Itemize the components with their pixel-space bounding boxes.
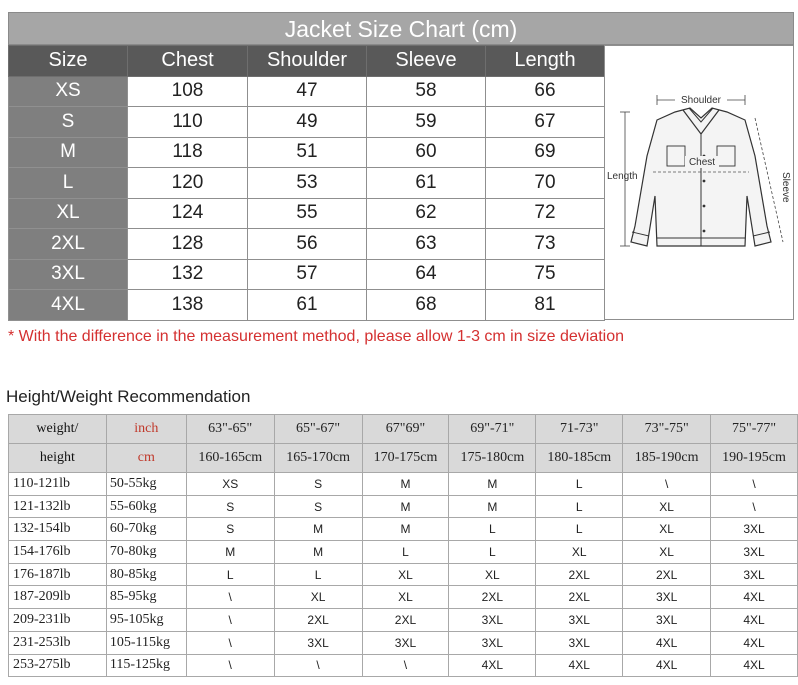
cm-range-header: 170-175cm <box>362 444 449 473</box>
recommended-size-cell: 3XL <box>623 586 711 609</box>
recommended-size-cell: M <box>274 518 362 541</box>
recommended-size-cell: 3XL <box>711 541 798 564</box>
recommended-size-cell: \ <box>362 654 449 677</box>
measurement-cell: 70 <box>486 168 605 199</box>
measurement-cell: 124 <box>128 198 248 229</box>
sleeve-label: Sleeve <box>780 172 791 203</box>
measurement-cell: 67 <box>486 107 605 138</box>
recommended-size-cell: \ <box>274 654 362 677</box>
measurement-cell: 75 <box>486 259 605 290</box>
recommended-size-cell: 3XL <box>711 563 798 586</box>
cm-range-header: 160-165cm <box>186 444 274 473</box>
weight-lb-cell: 231-253lb <box>9 631 107 654</box>
recommended-size-cell: 2XL <box>536 586 623 609</box>
recommended-size-cell: M <box>449 473 536 496</box>
weight-lb-cell: 110-121lb <box>9 473 107 496</box>
recommended-size-cell: 2XL <box>536 563 623 586</box>
weight-kg-cell: 95-105kg <box>106 609 186 632</box>
recommended-size-cell: M <box>362 473 449 496</box>
inch-range-header: 75"-77" <box>711 415 798 444</box>
recommended-size-cell: S <box>186 495 274 518</box>
size-label: 3XL <box>9 259 128 290</box>
table-row <box>9 654 798 677</box>
inch-range-header: 69"-71" <box>449 415 536 444</box>
recommended-size-cell: 4XL <box>536 654 623 677</box>
size-label: 4XL <box>9 290 128 321</box>
weight-kg-cell: 60-70kg <box>106 518 186 541</box>
recommended-size-cell: XL <box>623 495 711 518</box>
size-label: S <box>9 107 128 138</box>
recommended-size-cell: S <box>186 518 274 541</box>
table-row <box>9 107 605 138</box>
measurement-cell: 138 <box>128 290 248 321</box>
measurement-cell: 128 <box>128 229 248 260</box>
jacket-illustration-icon <box>605 46 795 321</box>
recommended-size-cell: 3XL <box>536 631 623 654</box>
cm-range-header: 190-195cm <box>711 444 798 473</box>
measurement-cell: 64 <box>367 259 486 290</box>
height-corner-label: height <box>9 444 107 473</box>
weight-corner-label: weight/ <box>9 415 107 444</box>
measurement-cell: 120 <box>128 168 248 199</box>
recommended-size-cell: XL <box>362 586 449 609</box>
measurement-cell: 53 <box>248 168 367 199</box>
length-label: Length <box>607 171 638 182</box>
recommended-size-cell: 3XL <box>274 631 362 654</box>
table-row <box>9 586 798 609</box>
cm-unit-label: cm <box>106 444 186 473</box>
recommended-size-cell: L <box>449 518 536 541</box>
recommended-size-cell: 2XL <box>449 586 536 609</box>
recommended-size-cell: XL <box>274 586 362 609</box>
measurement-cell: 60 <box>367 137 486 168</box>
recommended-size-cell: L <box>536 495 623 518</box>
table-row <box>9 168 605 199</box>
recommended-size-cell: M <box>362 518 449 541</box>
inch-range-header: 63"-65" <box>186 415 274 444</box>
recommended-size-cell: M <box>186 541 274 564</box>
weight-kg-cell: 80-85kg <box>106 563 186 586</box>
size-label: XS <box>9 76 128 107</box>
table-row <box>9 518 798 541</box>
recommended-size-cell: \ <box>186 609 274 632</box>
measurement-cell: 47 <box>248 76 367 107</box>
table-row <box>9 473 798 496</box>
recommended-size-cell: \ <box>186 631 274 654</box>
recommended-size-cell: 4XL <box>623 631 711 654</box>
weight-kg-cell: 50-55kg <box>106 473 186 496</box>
measurement-cell: 56 <box>248 229 367 260</box>
recommended-size-cell: L <box>536 518 623 541</box>
measurement-cell: 61 <box>248 290 367 321</box>
inch-range-header: 65"-67" <box>274 415 362 444</box>
recommended-size-cell: \ <box>623 473 711 496</box>
measurement-cell: 108 <box>128 76 248 107</box>
measurement-cell: 55 <box>248 198 367 229</box>
recommended-size-cell: L <box>449 541 536 564</box>
size-chart-title: Jacket Size Chart (cm) <box>8 12 794 45</box>
recommended-size-cell: 3XL <box>362 631 449 654</box>
column-header: Chest <box>128 46 248 77</box>
recommended-size-cell: XS <box>186 473 274 496</box>
inch-range-header: 73"-75" <box>623 415 711 444</box>
shoulder-label: Shoulder <box>680 95 722 106</box>
table-row <box>9 290 605 321</box>
recommended-size-cell: 4XL <box>711 631 798 654</box>
column-header: Shoulder <box>248 46 367 77</box>
measurement-cell: 59 <box>367 107 486 138</box>
recommended-size-cell: S <box>274 495 362 518</box>
recommended-size-cell: \ <box>186 586 274 609</box>
measurement-cell: 73 <box>486 229 605 260</box>
measurement-cell: 49 <box>248 107 367 138</box>
recommended-size-cell: 3XL <box>449 609 536 632</box>
chest-label: Chest <box>688 157 716 168</box>
jacket-measurement-diagram <box>604 45 794 320</box>
recommended-size-cell: \ <box>711 495 798 518</box>
size-label: L <box>9 168 128 199</box>
recommended-size-cell: L <box>362 541 449 564</box>
recommended-size-cell: XL <box>623 518 711 541</box>
measurement-cell: 58 <box>367 76 486 107</box>
measurement-cell: 69 <box>486 137 605 168</box>
inch-unit-label: inch <box>106 415 186 444</box>
recommended-size-cell: 4XL <box>711 654 798 677</box>
recommended-size-cell: XL <box>623 541 711 564</box>
recommended-size-cell: 2XL <box>362 609 449 632</box>
recommended-size-cell: 3XL <box>711 518 798 541</box>
measurement-cell: 66 <box>486 76 605 107</box>
table-row <box>9 541 798 564</box>
measurement-cell: 51 <box>248 137 367 168</box>
table-row <box>9 198 605 229</box>
measurement-cell: 68 <box>367 290 486 321</box>
size-label: M <box>9 137 128 168</box>
weight-kg-cell: 105-115kg <box>106 631 186 654</box>
weight-kg-cell: 85-95kg <box>106 586 186 609</box>
measurement-cell: 132 <box>128 259 248 290</box>
measurement-cell: 57 <box>248 259 367 290</box>
table-row <box>9 76 605 107</box>
recommended-size-cell: S <box>274 473 362 496</box>
recommended-size-cell: 3XL <box>449 631 536 654</box>
recommended-size-cell: L <box>274 563 362 586</box>
recommended-size-cell: M <box>362 495 449 518</box>
size-chart-table <box>8 45 605 321</box>
column-header: Length <box>486 46 605 77</box>
recommended-size-cell: XL <box>362 563 449 586</box>
size-label: XL <box>9 198 128 229</box>
cm-range-header: 175-180cm <box>449 444 536 473</box>
recommended-size-cell: L <box>536 473 623 496</box>
column-header: Size <box>9 46 128 77</box>
recommended-size-cell: 3XL <box>536 609 623 632</box>
table-row <box>9 609 798 632</box>
measurement-cell: 62 <box>367 198 486 229</box>
recommended-size-cell: L <box>186 563 274 586</box>
table-row <box>9 137 605 168</box>
weight-lb-cell: 154-176lb <box>9 541 107 564</box>
recommended-size-cell: 2XL <box>274 609 362 632</box>
weight-kg-cell: 115-125kg <box>106 654 186 677</box>
recommended-size-cell: M <box>449 495 536 518</box>
height-weight-table <box>8 414 798 677</box>
recommended-size-cell: 4XL <box>711 609 798 632</box>
weight-lb-cell: 209-231lb <box>9 609 107 632</box>
weight-lb-cell: 176-187lb <box>9 563 107 586</box>
cm-range-header: 180-185cm <box>536 444 623 473</box>
measurement-cell: 118 <box>128 137 248 168</box>
weight-lb-cell: 253-275lb <box>9 654 107 677</box>
measurement-cell: 110 <box>128 107 248 138</box>
measurement-cell: 61 <box>367 168 486 199</box>
measurement-cell: 72 <box>486 198 605 229</box>
recommended-size-cell: 4XL <box>711 586 798 609</box>
table-row <box>9 563 798 586</box>
column-header: Sleeve <box>367 46 486 77</box>
measurement-cell: 63 <box>367 229 486 260</box>
weight-kg-cell: 70-80kg <box>106 541 186 564</box>
weight-lb-cell: 132-154lb <box>9 518 107 541</box>
recommended-size-cell: 4XL <box>449 654 536 677</box>
table-row <box>9 631 798 654</box>
recommended-size-cell: 4XL <box>623 654 711 677</box>
recommended-size-cell: 2XL <box>623 563 711 586</box>
weight-lb-cell: 121-132lb <box>9 495 107 518</box>
measurement-cell: 81 <box>486 290 605 321</box>
recommended-size-cell: XL <box>536 541 623 564</box>
recommended-size-cell: M <box>274 541 362 564</box>
weight-lb-cell: 187-209lb <box>9 586 107 609</box>
cm-header-row <box>9 444 798 473</box>
recommended-size-cell: XL <box>449 563 536 586</box>
recommended-size-cell: \ <box>186 654 274 677</box>
inch-range-header: 71-73" <box>536 415 623 444</box>
size-label: 2XL <box>9 229 128 260</box>
cm-range-header: 185-190cm <box>623 444 711 473</box>
inch-header-row <box>9 415 798 444</box>
inch-range-header: 67"69" <box>362 415 449 444</box>
recommended-size-cell: 3XL <box>623 609 711 632</box>
size-chart-header-row <box>9 46 605 77</box>
table-row <box>9 259 605 290</box>
cm-range-header: 165-170cm <box>274 444 362 473</box>
recommendation-title: Height/Weight Recommendation <box>6 387 251 406</box>
table-row <box>9 229 605 260</box>
weight-kg-cell: 55-60kg <box>106 495 186 518</box>
size-deviation-note: * With the difference in the measurement method, please allow 1-3 cm in size deviation <box>8 328 625 345</box>
table-row <box>9 495 798 518</box>
recommended-size-cell: \ <box>711 473 798 496</box>
